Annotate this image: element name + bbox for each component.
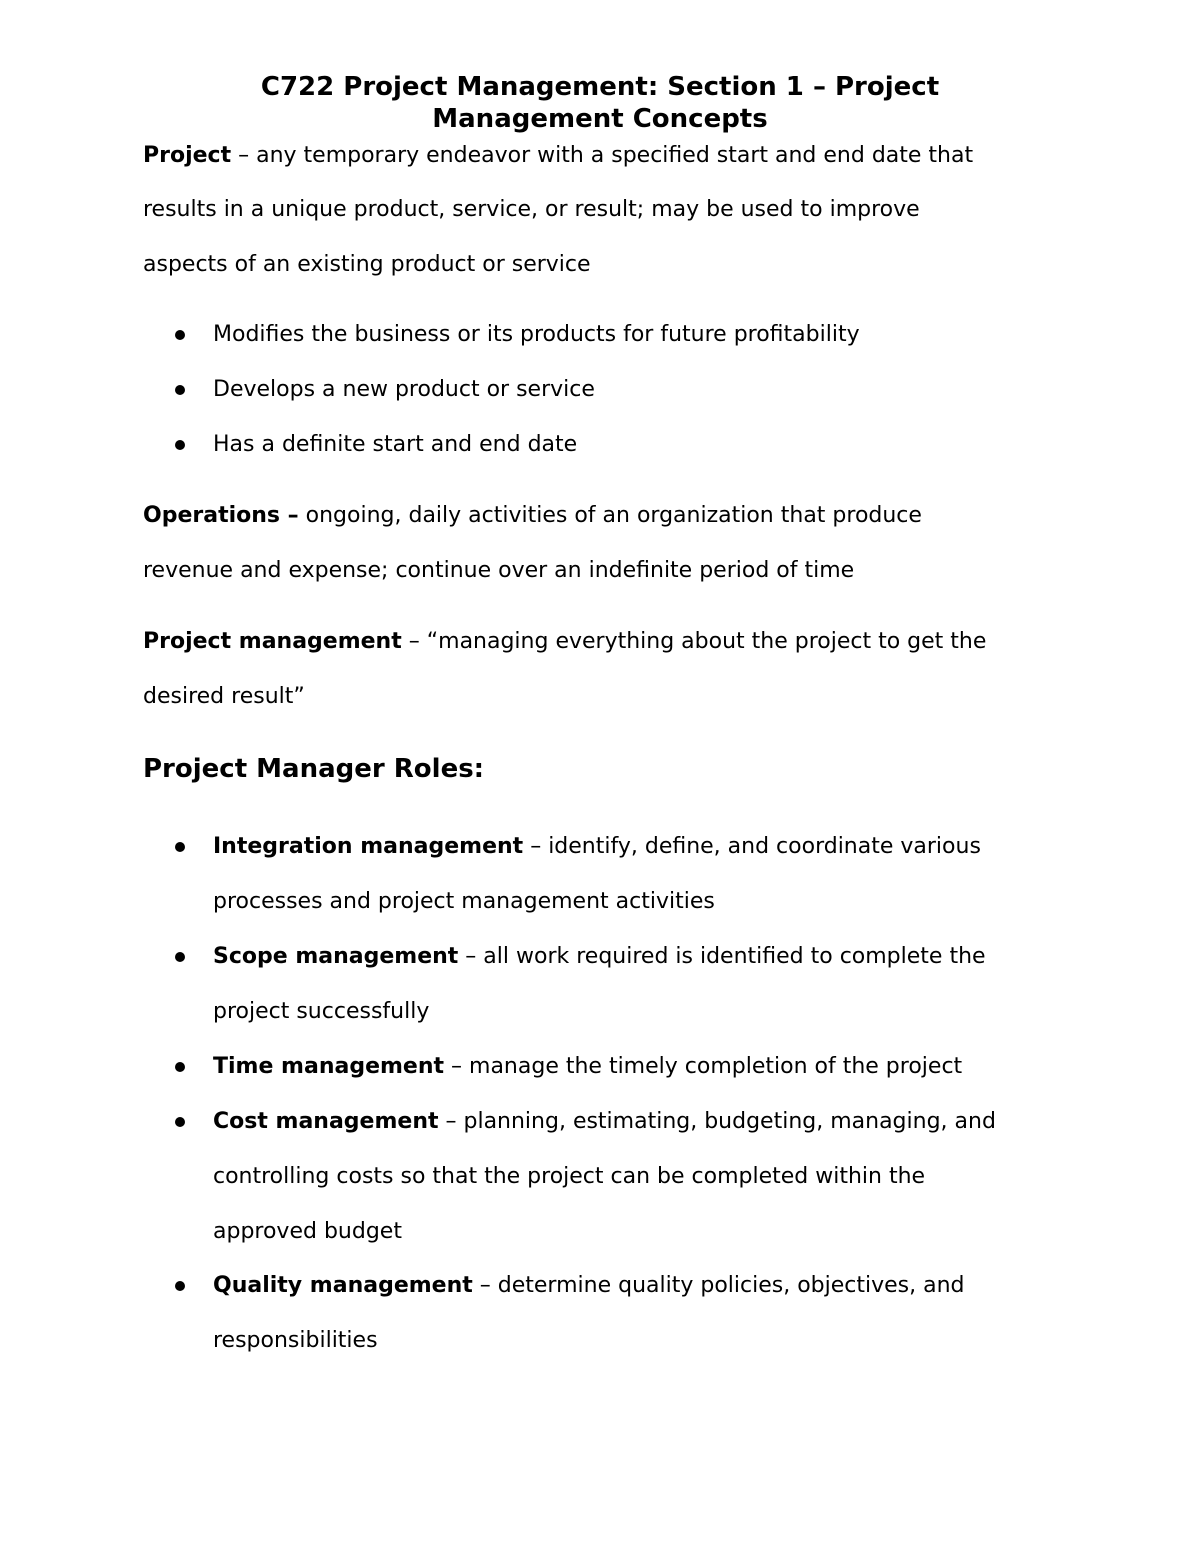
role-quality-term: Quality management xyxy=(213,1273,473,1298)
role-integration-text: – identify, define, and coordinate various xyxy=(523,834,981,859)
role-cost-term: Cost management xyxy=(213,1109,439,1134)
role-scope-term: Scope management xyxy=(213,944,459,969)
bullet-icon xyxy=(175,842,185,852)
role-integration-line-1 xyxy=(213,832,981,862)
role-time-text: – manage the timely completion of the project xyxy=(444,1054,963,1079)
project-definition-line-1 xyxy=(143,141,973,171)
bullet-icon xyxy=(175,1062,185,1072)
role-time-term: Time management xyxy=(213,1054,445,1079)
bullet-icon xyxy=(175,385,185,395)
role-time-line-1 xyxy=(213,1052,962,1082)
bullet-icon xyxy=(175,1281,185,1291)
project-definition-text: – any temporary endeavor with a specified start and end date that xyxy=(231,143,974,168)
operations-definition-text: ongoing, daily activities of an organization that produce xyxy=(298,503,922,528)
role-cost-line-2: controlling costs so that the project can be completed within the xyxy=(213,1164,926,1189)
project-term: Project xyxy=(143,143,232,168)
project-definition-line-2: results in a unique product, service, or result; may be used to improve xyxy=(143,197,920,222)
operations-definition-line-2: revenue and expense; continue over an indefinite period of time xyxy=(143,558,855,583)
pm-definition-text: – “managing everything about the project to get the xyxy=(401,629,987,654)
role-cost-line-3: approved budget xyxy=(213,1219,402,1244)
bullet-icon xyxy=(175,1117,185,1127)
role-scope-line-1 xyxy=(213,942,986,972)
role-cost-line-1 xyxy=(213,1107,996,1137)
project-bullet-3: Has a definite start and end date xyxy=(213,432,578,457)
pm-definition-line-2: desired result” xyxy=(143,684,305,709)
role-scope-line-2: project successfully xyxy=(213,999,430,1024)
role-integration-term: Integration management xyxy=(213,834,524,859)
role-integration-line-2: processes and project management activities xyxy=(213,889,715,914)
operations-term: Operations – xyxy=(143,503,299,528)
role-quality-line-2: responsibilities xyxy=(213,1328,378,1353)
document-title-line-1: C722 Project Management: Section 1 – Project xyxy=(260,72,940,102)
project-definition-line-3: aspects of an existing product or service xyxy=(143,252,591,277)
roles-heading: Project Manager Roles: xyxy=(143,754,485,784)
role-quality-line-1 xyxy=(213,1271,965,1301)
role-scope-text: – all work required is identified to complete the xyxy=(458,944,986,969)
pm-definition-line-1 xyxy=(143,627,986,657)
project-bullet-2: Develops a new product or service xyxy=(213,377,595,402)
role-quality-text: – determine quality policies, objectives, and xyxy=(472,1273,965,1298)
project-bullet-1: Modifies the business or its products for future profitability xyxy=(213,322,860,347)
pm-term: Project management xyxy=(143,629,402,654)
bullet-icon xyxy=(175,952,185,962)
role-cost-text: – planning, estimating, budgeting, managing, and xyxy=(438,1109,996,1134)
document-title-line-2: Management Concepts xyxy=(432,104,768,134)
bullet-icon xyxy=(175,440,185,450)
bullet-icon xyxy=(175,330,185,340)
operations-definition-line-1 xyxy=(143,501,922,531)
